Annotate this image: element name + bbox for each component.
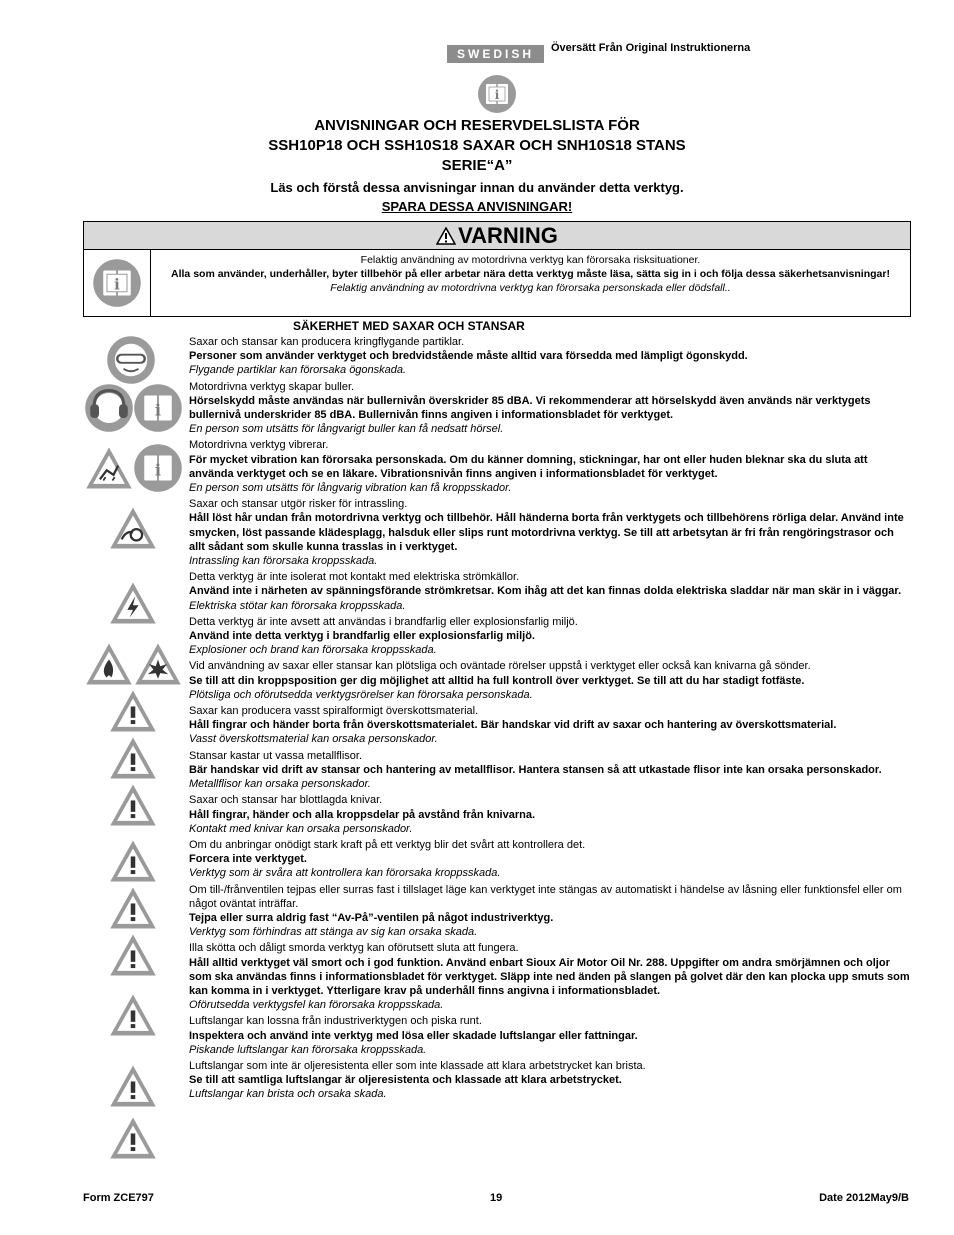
read-manual-icon: [92, 258, 142, 308]
warning-heading: [84, 222, 910, 250]
safety-item-cause: Saxar och stansar utgör risker för intrassling.: [189, 498, 408, 511]
safety-item-instruction: Inspektera och använd inte verktyg med lösa eller skadade luftslangar eller fattningar.: [189, 1029, 638, 1042]
safety-item: [189, 438, 911, 495]
safety-item-cause: Motordrivna verktyg vibrerar.: [189, 439, 329, 452]
read-manual-icon: [133, 383, 183, 433]
electric-shock-icon: [108, 580, 158, 626]
hearing-protection-icon: [84, 383, 134, 433]
explosion-hazard-icon: [133, 641, 183, 687]
safety-item-instruction: Håll fingrar, händer och alla kroppsdelar på avstånd från knivarna.: [189, 808, 536, 821]
warning-triangle-icon: [436, 227, 456, 245]
page-number: 19: [490, 1192, 503, 1204]
safety-item-cause: Saxar kan producera vasst spiralformigt överskottsmaterial.: [189, 705, 479, 718]
safety-item-consequence: En person som utsätts för långvarig vibration kan få kroppsskador.: [189, 482, 512, 495]
title-line-3: SERIE“A”: [441, 157, 513, 174]
safety-item-consequence: Explosioner och brand kan förorsaka kroppsskada.: [189, 644, 437, 657]
safety-item-instruction: Personer som använder verktyget och bredvidstående måste alltid vara försedda med lämpligt ögonskydd.: [189, 350, 748, 363]
safety-item-consequence: Kontakt med knivar kan orsaka personskador.: [189, 822, 413, 835]
safety-item-cause: Om du anbringar onödigt stark kraft på ett verktyg blir det svårt att kontrollera det.: [189, 838, 586, 851]
safety-item: [189, 704, 911, 747]
general-warning-icon: [108, 838, 158, 884]
safety-item-consequence: Metallflisor kan orsaka personskador.: [189, 778, 371, 791]
safety-item: [189, 380, 911, 437]
read-manual-icon: [133, 443, 183, 493]
safety-item-consequence: Verktyg som är svåra att kontrollera kan förorsaka kroppsskada.: [189, 867, 501, 880]
general-warning-icon: [108, 735, 158, 781]
safety-item-instruction: Håll löst hår undan från motordrivna verktyg och tillbehör. Håll händerna borta från verktygets och tillbehörens rörliga delar. Använd inte smycken, löst passande klädesplagg, halsduk eller slips runt motordrivna verktyg. Se till att arbetsytan är fri från rengöringstrasor och allt sådant som skulle kunna trasslas in i verktyget.: [189, 512, 904, 553]
warning-heading-text: VARNING: [458, 223, 558, 248]
safety-item: [189, 749, 911, 792]
general-warning-icon: [108, 932, 158, 978]
warning-box: [83, 221, 911, 317]
svg-text:i: i: [154, 460, 162, 480]
safety-item-consequence: Elektriska stötar kan förorsaka kroppsskada.: [189, 599, 406, 612]
safety-item-consequence: Vasst överskottsmaterial kan orsaka personskador.: [189, 733, 438, 746]
safety-item-instruction: Håll fingrar och händer borta från överskottsmaterialet. Bär handskar vid drift av saxar och hantering av överskottsmaterial.: [189, 719, 837, 732]
safety-item: [189, 335, 911, 378]
general-warning-icon: [108, 1115, 158, 1161]
title-line-2: SSH10P18 OCH SSH10S18 SAXAR OCH SNH10S18 STANS: [268, 137, 686, 154]
safety-item-cause: Motordrivna verktyg skapar buller.: [189, 380, 355, 393]
form-number: Form ZCE797: [83, 1192, 154, 1204]
safety-item-cause: Om till-/frånventilen tejpas eller surras fast i tillslaget läge kan verktyget inte stängas av automatiskt i händelse av låsning eller funktionsfel eller om något oväntat inträffar.: [189, 883, 902, 910]
safety-item-consequence: Intrassling kan förorsaka kroppsskada.: [189, 555, 378, 568]
safety-item-cause: Detta verktyg är inte avsett att användas i brandfarlig eller explosionsfarlig miljö.: [189, 615, 578, 628]
safety-item-cause: Saxar och stansar har blottlagda knivar.: [189, 794, 383, 807]
general-warning-icon: [108, 992, 158, 1038]
language-tag: SWEDISH: [447, 45, 544, 63]
read-manual-icon: [477, 74, 517, 114]
warning-line-1: Felaktig användning av motordrivna verktyg kan förorsaka risksituationer.: [360, 254, 701, 266]
svg-text:i: i: [114, 275, 120, 294]
safety-item-instruction: Använd inte detta verktyg i brandfarlig eller explosionsfarlig miljö.: [189, 630, 535, 643]
safety-item: [189, 1014, 911, 1057]
safety-item-cause: Vid användning av saxar eller stansar kan plötsliga och oväntade rörelser uppstå i verktyget eller också kan knivarna gå sönder.: [189, 660, 811, 673]
safety-item-instruction: Tejpa eller surra aldrig fast “Av-På”-ventilen på något industriverktyg.: [189, 911, 554, 924]
document-date: Date 2012May9/B: [819, 1192, 909, 1204]
safety-item: [189, 497, 911, 568]
safety-item: [189, 570, 911, 613]
general-warning-icon: [108, 688, 158, 734]
safety-item-instruction: Håll alltid verktyget väl smort och i god funktion. Använd enbart Sioux Air Motor Oil Nr. 288. Uppgifter om andra smörjämnen och oljor som ska användas finns i informationsbladet för verktyget. Släpp inte ned änden på slangen på golvet där den kan plocka upp smuts som kan komma in i verktyget. Ytterligare krav på underhåll finns angivna i informationsbladet.: [189, 956, 910, 997]
safety-item: [189, 941, 911, 1012]
safety-item-consequence: Piskande luftslangar kan förorsaka kroppsskada.: [189, 1043, 427, 1056]
safety-item: [189, 615, 911, 658]
general-warning-icon: [108, 1063, 158, 1109]
general-warning-icon: [108, 782, 158, 828]
safety-item: [189, 1059, 911, 1102]
save-instruction: SPARA DESSA ANVISNINGAR!: [381, 199, 573, 214]
safety-item-consequence: Oförutsedda verktygsfel kan förorsaka kroppsskada.: [189, 999, 444, 1012]
safety-item-consequence: Luftslangar kan brista och orsaka skada.: [189, 1088, 387, 1101]
safety-item-instruction: Se till att din kroppsposition ger dig möjlighet att alltid ha full kontroll över verktyget. Se till att du har stadigt fotfäste.: [189, 674, 805, 687]
entanglement-hazard-icon: [108, 505, 158, 551]
safety-item-cause: Stansar kastar ut vassa metallflisor.: [189, 749, 363, 762]
translated-note: Översätt Från Original Instruktionerna: [551, 42, 751, 54]
safety-item-consequence: Verktyg som förhindras att stänga av sig kan orsaka skada.: [189, 926, 478, 939]
safety-item-cause: Saxar och stansar kan producera kringflygande partiklar.: [189, 336, 465, 348]
safety-item-instruction: Hörselskydd måste användas när bullernivån överskrider 85 dBA. Vi rekommenderar att hörselskydd även används när verktygets bullernivå underskrider 85 dBA. Bullernivån finns angiven i informationsbladet för verktyget.: [189, 394, 871, 422]
svg-text:i: i: [154, 400, 162, 420]
eye-protection-icon: [106, 335, 156, 385]
safety-item: [189, 838, 911, 881]
safety-item-consequence: Flygande partiklar kan förorsaka ögonskada.: [189, 364, 407, 377]
safety-item: [189, 659, 911, 702]
safety-item-cause: Luftslangar kan lossna från industriverktygen och piska runt.: [189, 1015, 482, 1028]
general-warning-icon: [108, 885, 158, 931]
read-instruction: Läs och förstå dessa anvisningar innan du använder detta verktyg.: [270, 180, 684, 195]
safety-item-instruction: Bär handskar vid drift av stansar och hantering av metallflisor. Hantera stansen så att utkastade flisor inte kan orsaka personskador.: [189, 763, 882, 776]
section-title: SÄKERHET MED SAXAR OCH STANSAR: [293, 319, 525, 333]
safety-item-instruction: För mycket vibration kan förorsaka personskada. Om du känner domning, stickningar, har ont eller huden bleknar ska du sluta att använda verktyget och se en läkare. Vibrationsnivån finns angiven i informationsbladet för verktyget.: [189, 453, 868, 480]
warning-line-2: Alla som använder, underhåller, byter tillbehör på eller arbetar nära detta verktyg måste läsa, sätta sig in i och följa dessa säkerhetsanvisningar!: [171, 268, 890, 280]
svg-text:i: i: [494, 88, 500, 102]
fire-hazard-icon: [84, 641, 134, 687]
safety-item: [189, 793, 911, 836]
safety-item-instruction: Forcera inte verktyget.: [189, 853, 307, 866]
safety-item-cause: Detta verktyg är inte isolerat mot kontakt med elektriska strömkällor.: [189, 571, 520, 584]
safety-item-consequence: En person som utsätts för långvarigt buller kan få nedsatt hörsel.: [189, 423, 504, 436]
vibration-hazard-icon: [84, 445, 134, 491]
safety-item-cause: Luftslangar som inte är oljeresistenta eller som inte klassade att klara arbetstrycket kan brista.: [189, 1059, 646, 1072]
safety-item-consequence: Plötsliga och oförutsedda verktygsrörelser kan förorsaka personskada.: [189, 688, 533, 701]
title-line-1: ANVISNINGAR OCH RESERVDELSLISTA FÖR: [314, 117, 640, 134]
safety-item-instruction: Se till att samtliga luftslangar är oljeresistenta och klassade att klara arbetstrycket.: [189, 1074, 622, 1087]
warning-line-3: Felaktig användning av motordrivna verktyg kan förorsaka personskada eller dödsfall..: [330, 282, 731, 294]
safety-item: [189, 883, 911, 940]
safety-item-instruction: Använd inte i närheten av spänningsförande strömkretsar. Kom ihåg att det kan finnas dolda elektriska sladdar när man skär in i väggar.: [189, 585, 902, 598]
safety-items: [189, 335, 911, 1102]
title-block: [0, 116, 954, 216]
safety-item-cause: Illa skötta och dåligt smorda verktyg kan oförutsett sluta att fungera.: [189, 942, 519, 955]
